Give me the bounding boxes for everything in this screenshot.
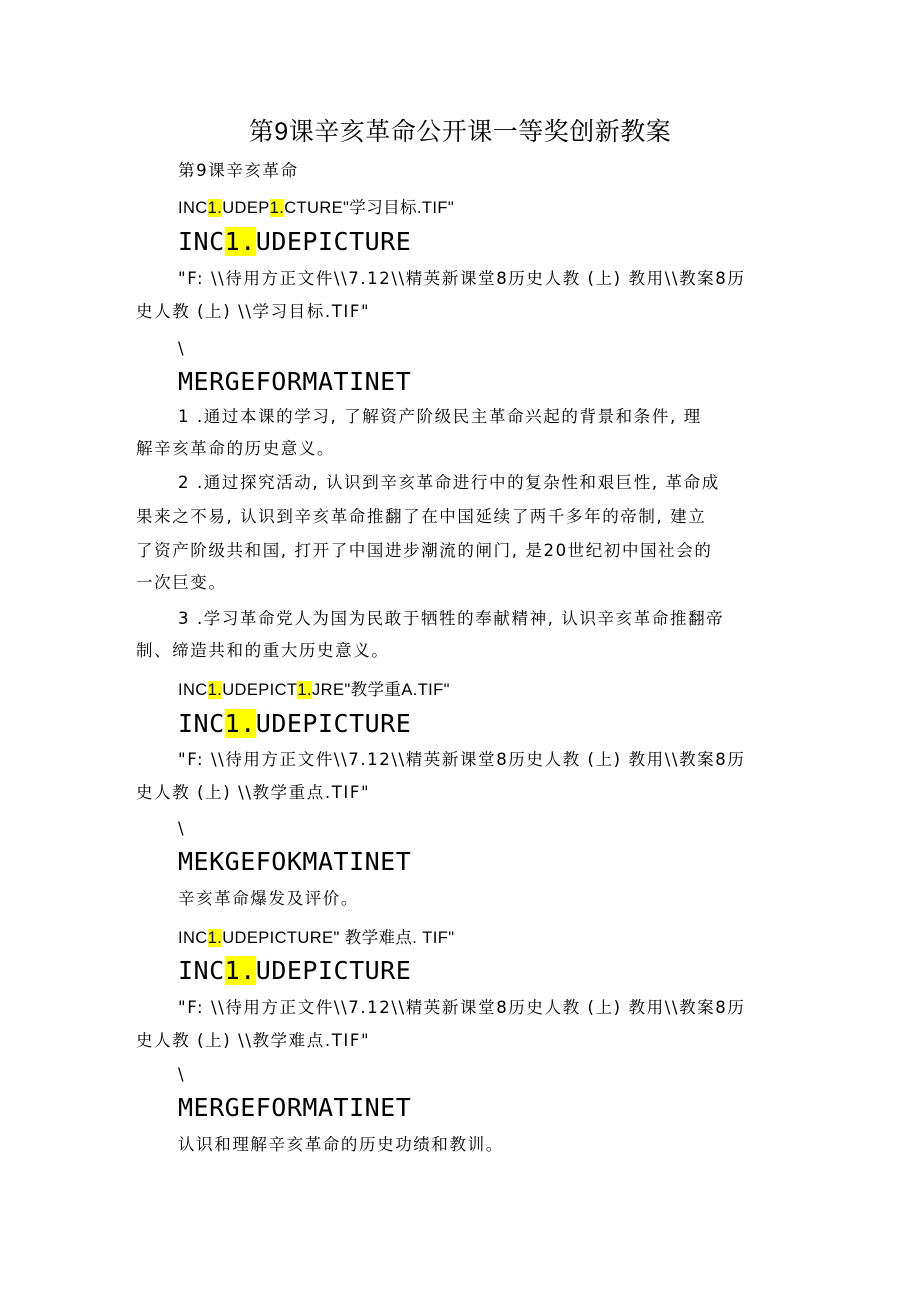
difficulties-content: 认识和理解辛亥革命的历史功绩和教训。 <box>178 1135 504 1154</box>
includepicture-big-difficulties <box>178 955 790 987</box>
includepicture-big-keypoints <box>178 708 790 740</box>
field-text: INC <box>178 199 208 217</box>
includepicture-field-goals <box>178 196 790 220</box>
path-difficulties-line1: "F: \\待用方正文件\\7.12\\精英新课堂8历史人教 (上) 教用\\教案8历 <box>178 998 746 1017</box>
path-keypoints-line2: 史人教 (上) \\教学重点.TIF" <box>136 783 371 802</box>
goal-item-3-line2: 制、缔造共和的重大历史意义。 <box>136 641 390 660</box>
goal-item-2-line2: 果来之不易, 认识到辛亥革命推翻了在中国延续了两千多年的帝制, 建立 <box>136 507 707 526</box>
field-text: UDEPICTURE <box>255 709 412 738</box>
keypoints-content: 辛亥革命爆发及评价。 <box>178 889 359 908</box>
field-text: INC <box>178 929 208 947</box>
includepicture-field-keypoints <box>178 678 790 702</box>
backslash: \ <box>178 1065 186 1084</box>
field-text: UDEPICTURE <box>255 227 412 256</box>
goal-item-3-line1: 3 .学习革命党人为国为民敢于牺牲的奉献精神, 认识辛亥革命推翻帝 <box>178 609 725 628</box>
highlight-mark: 1. <box>297 681 312 699</box>
path-keypoints-line1: "F: \\待用方正文件\\7.12\\精英新课堂8历史人教 (上) 教用\\教案8历 <box>178 750 746 769</box>
field-text: UDEPICT <box>222 681 298 699</box>
includepicture-field-difficulties <box>178 926 790 950</box>
field-text: UDEPICTURE" 教学难点. TIF" <box>222 929 455 947</box>
goal-item-1-line1: 1 .通过本课的学习, 了解资产阶级民主革命兴起的背景和条件, 理 <box>178 407 702 426</box>
goal-item-1-line2: 解辛亥革命的历史意义。 <box>136 439 336 458</box>
lesson-subtitle: 第9课辛亥革命 <box>178 161 299 180</box>
field-text: INC <box>178 681 208 699</box>
path-goals-line2: 史人教 (上) \\学习目标.TIF" <box>136 302 371 321</box>
goal-item-2-line1: 2 .通过探究活动, 认识到辛亥革命进行中的复杂性和艰巨性, 革命成 <box>178 473 720 492</box>
field-text: CTURE"学习目标.TIF" <box>284 199 455 217</box>
highlight-mark: 1. <box>224 709 256 738</box>
field-text: UDEPICTURE <box>255 956 412 985</box>
mergeformat-difficulties: MERGEFORMATINET <box>178 1093 412 1122</box>
doc-title: 第9课辛亥革命公开课一等奖创新教案 <box>248 118 672 146</box>
field-text: INC <box>178 956 225 985</box>
mergeformat-keypoints: MEKGEFOKMATINET <box>178 847 412 876</box>
field-text: INC <box>178 709 225 738</box>
backslash: \ <box>178 339 186 358</box>
path-goals-line1: "F: \\待用方正文件\\7.12\\精英新课堂8历史人教 (上) 教用\\教案8历 <box>178 269 746 288</box>
highlight-mark: 1. <box>269 199 285 217</box>
field-text: INC <box>178 227 225 256</box>
backslash: \ <box>178 819 186 838</box>
includepicture-big-goals <box>178 226 790 258</box>
goal-item-2-line3: 了资产阶级共和国, 打开了中国进步潮流的闸门, 是20世纪初中国社会的 <box>136 541 713 560</box>
highlight-mark: 1. <box>224 227 256 256</box>
highlight-mark: 1. <box>207 681 223 699</box>
field-text: JRE"教学重A.TIF" <box>311 681 450 699</box>
mergeformat-goals: MERGEFORMATINET <box>178 367 412 396</box>
highlight-mark: 1. <box>207 199 223 217</box>
field-text: UDEP <box>222 199 270 217</box>
path-difficulties-line2: 史人教 (上) \\教学难点.TIF" <box>136 1031 371 1050</box>
highlight-mark: 1. <box>224 956 256 985</box>
highlight-mark: 1. <box>207 929 223 947</box>
goal-item-2-line4: 一次巨变。 <box>136 573 227 592</box>
